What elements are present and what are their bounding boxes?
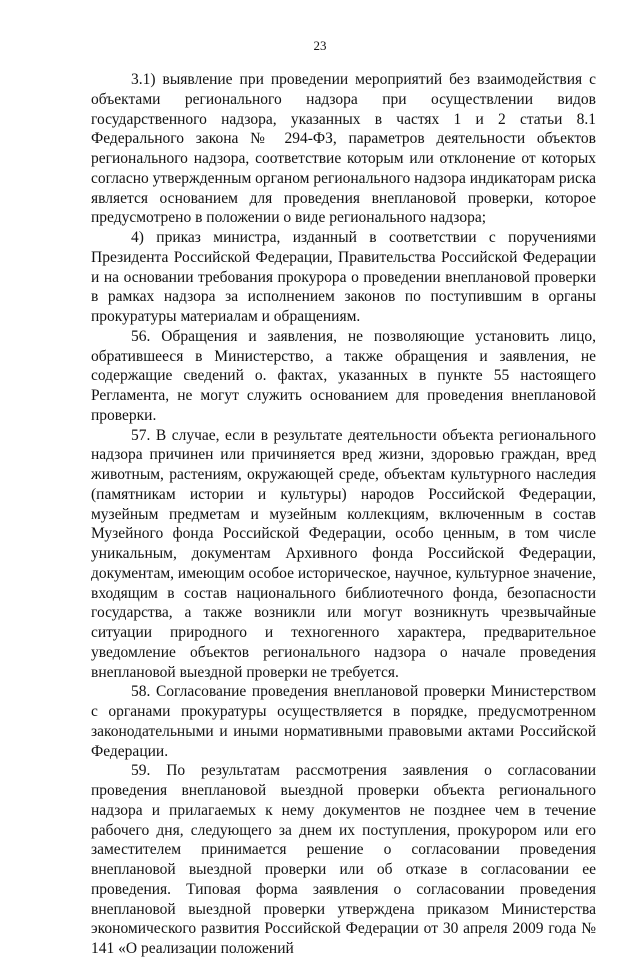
- page-number: 23: [313, 38, 327, 53]
- paragraph-59: 59. По результатам рассмотрения заявления о согласовании проведения внеплановой выездной проверки объекта регионального надзора и прилагаемых к нему документов не позднее чем в течение рабочего дня, следующего за днем их поступления, прокурором или его заместителем принимается решение о согласовании проведения внеплановой выездной проверки или об отказе в согласовании ее проведения. Типовая форма заявления о согласовании проведения внеплановой выездной проверки утверждена приказом Министерства экономического развития Российской Федерации от 30 апреля 2009 года № 141 «О реализации положений: [91, 762, 596, 957]
- paragraph-4: 4) приказ министра, изданный в соответствии с поручениями Президента Российской Федерации, Правительства Российской Федерации и на основании требования прокурора о проведении внеплановой проверки в рамках надзора за исполнением законов по поступившим в органы прокуратуры материалам и обращениям.: [91, 229, 596, 325]
- paragraph-3-1: 3.1) выявление при проведении мероприятий без взаимодействия с объектами регионального надзора при осуществлении видов государственного надзора, указанных в частях 1 и 2 статьи 8.1 Федерального закона № 294-ФЗ, параметров деятельности объектов регионального надзора, соответствие которым или отклонение от которых согласно утвержденным органом регионального надзора индикаторам риска является основанием для проведения внеплановой проверки, которое предусмотрено в положении о виде регионального надзора;: [91, 71, 596, 227]
- document-body: [91, 70, 596, 959]
- paragraph-56: 56. Обращения и заявления, не позволяющие установить лицо, обратившееся в Министерство, а также обращения и заявления, не содержащие сведений о. фактах, указанных в пункте 55 настоящего Регламента, не могут служить основанием для проведения внеплановой проверки.: [91, 327, 596, 424]
- paragraph-57: 57. В случае, если в результате деятельности объекта регионального надзора причинен или причиняется вред жизни, здоровью граждан, вред животным, растениям, окружающей среде, объектам культурного наследия (памятникам истории и культуры) народов Российской Федерации, музейным предметам и музейным коллекциям, включенным в состав Музейного фонда Российской Федерации, особо ценным, в том числе уникальным, документам Архивного фонда Российской Федерации, документам, имеющим особое историческое, научное, культурное значение, входящим в состав национального библиотечного фонда, безопасности государства, а также возникли или могут возникнуть чрезвычайные ситуации природного и техногенного характера, предварительное уведомление объектов регионального надзора о начале проведения внеплановой выездной проверки не требуется.: [91, 426, 596, 681]
- paragraph-58: 58. Согласование проведения внеплановой проверки Министерством с органами прокуратуры осуществляется в порядке, предусмотренном законодательными и иными нормативными правовыми актами Российской Федерации.: [91, 683, 596, 760]
